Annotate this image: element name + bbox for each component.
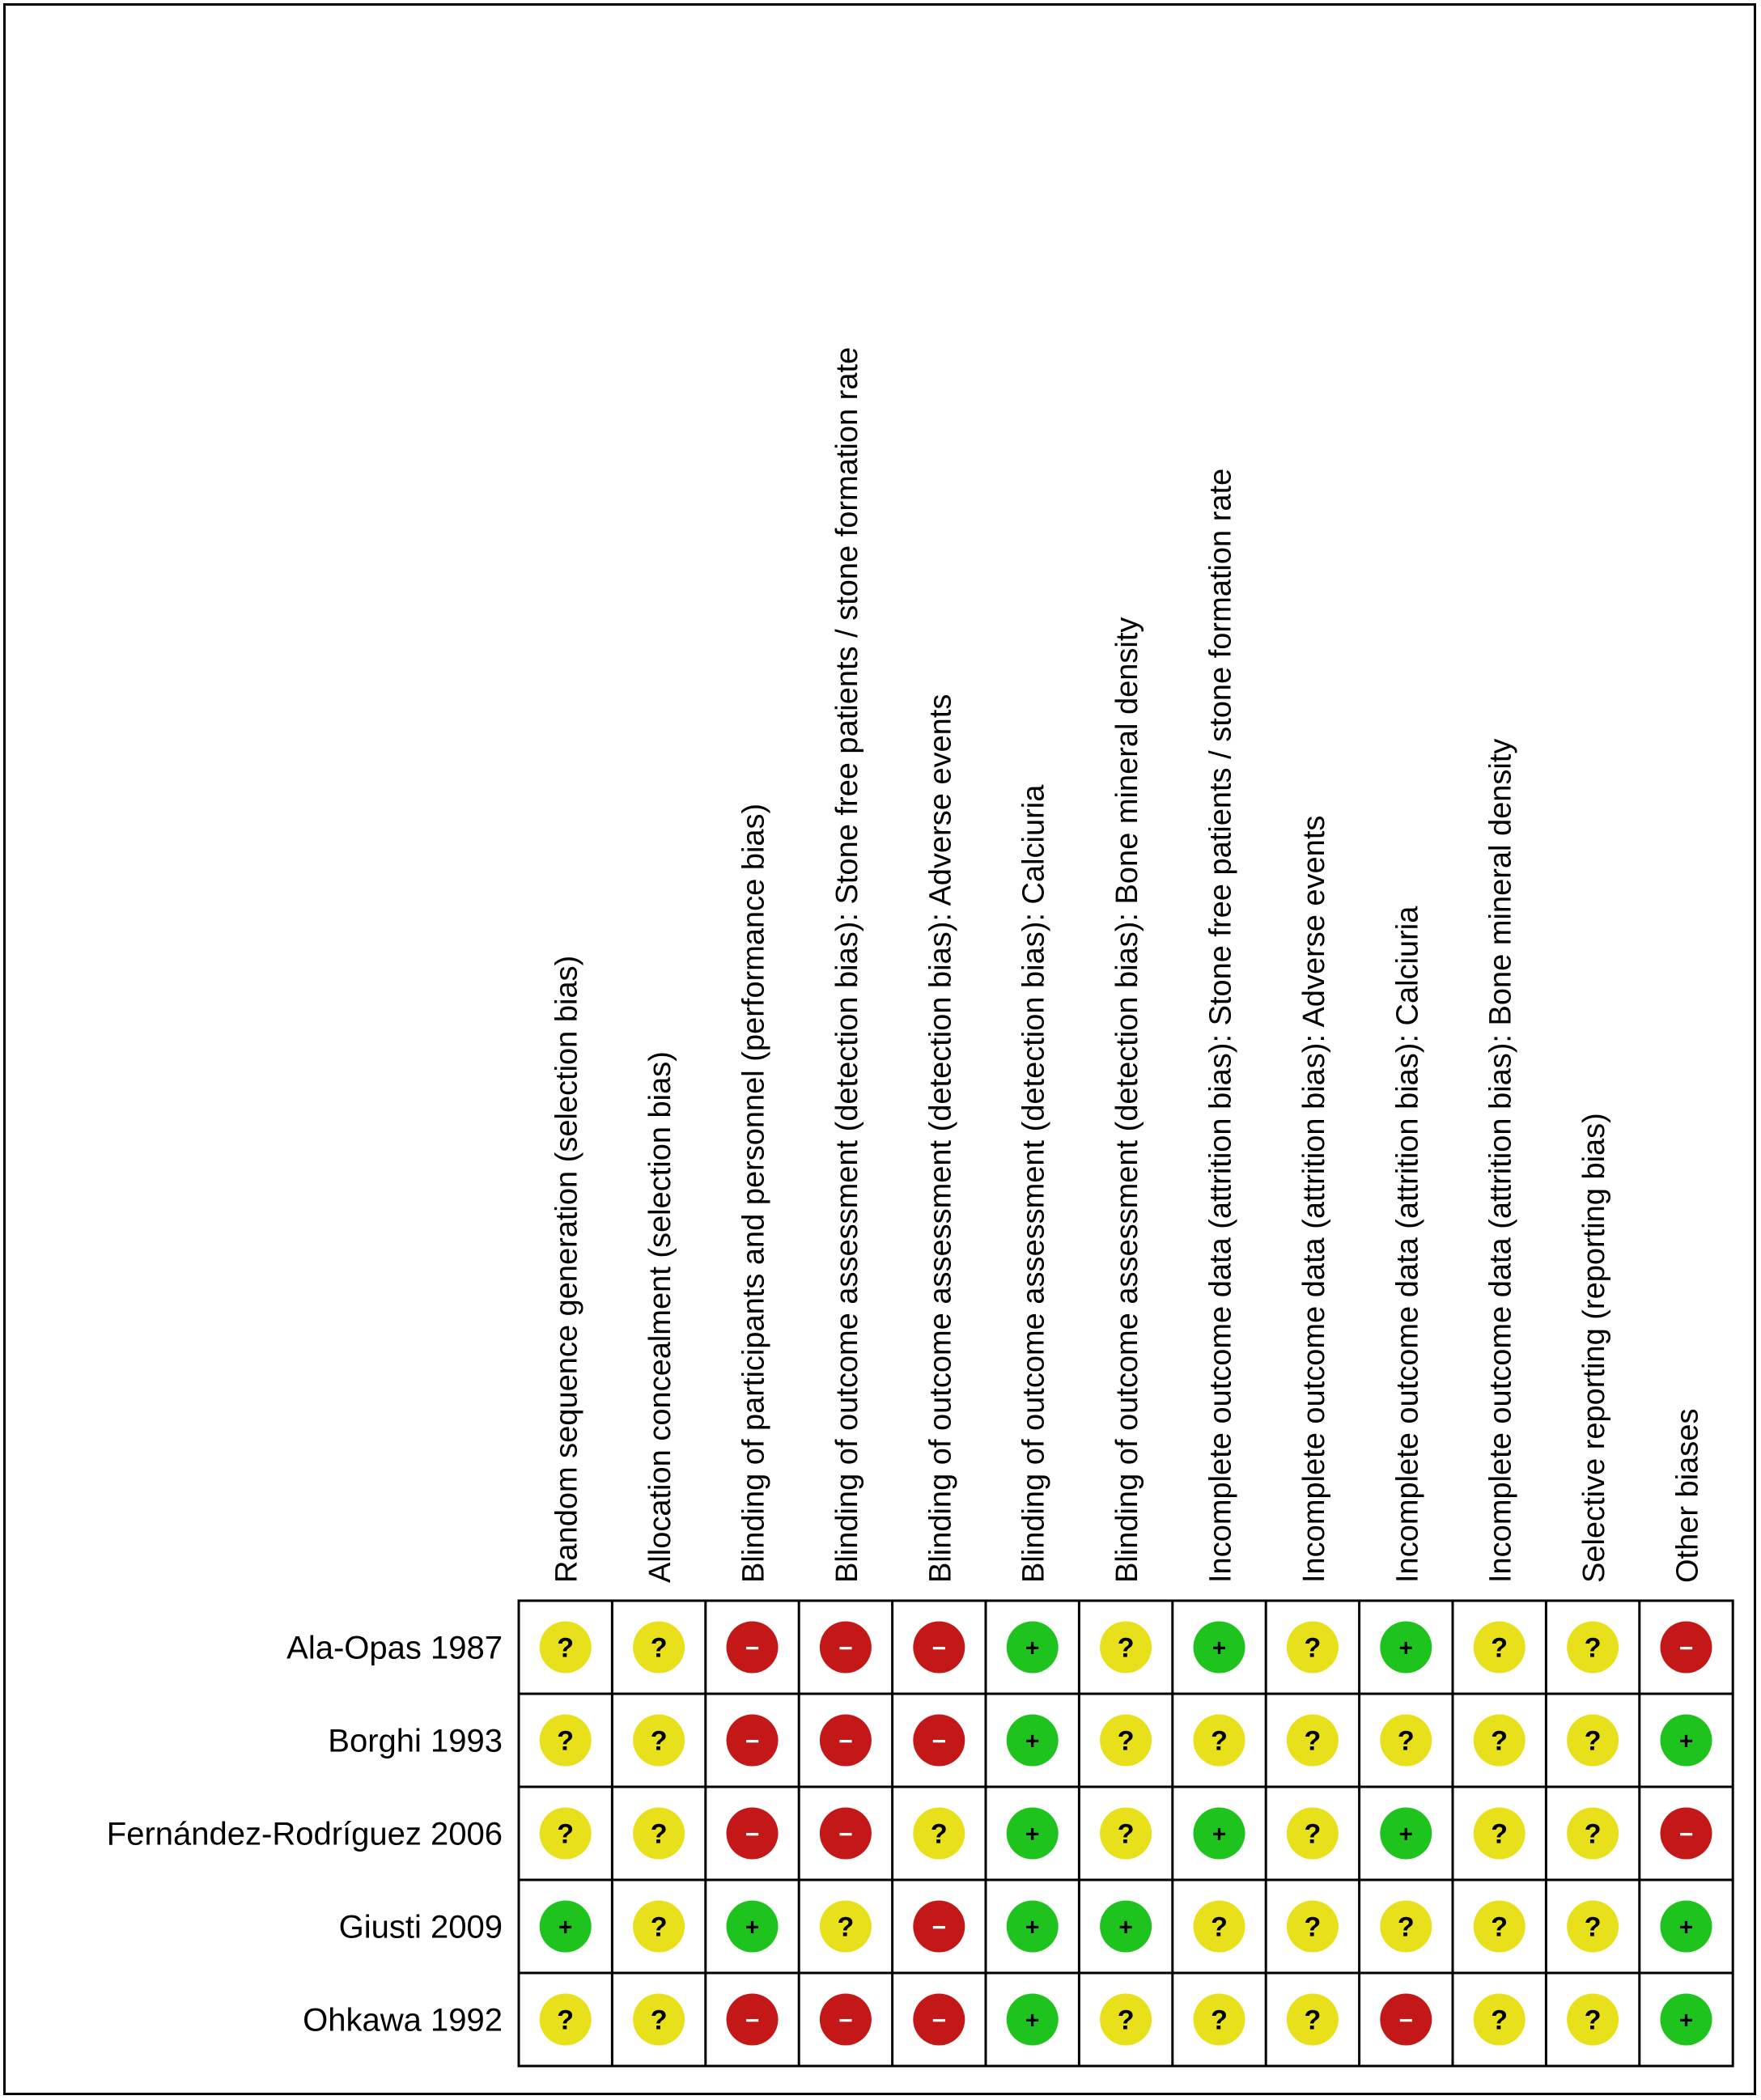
unclear-risk-dot <box>1287 1808 1339 1860</box>
unclear-risk-dot <box>1567 1622 1619 1674</box>
high-risk-symbol: − <box>1678 1635 1694 1662</box>
unclear-risk-symbol: ? <box>837 1911 855 1943</box>
high-risk-dot <box>1380 1994 1432 2046</box>
unclear-risk-dot <box>1287 1622 1339 1674</box>
low-risk-symbol: + <box>1678 2007 1694 2034</box>
low-risk-dot <box>1007 1901 1059 1953</box>
unclear-risk-symbol: ? <box>1491 1725 1509 1757</box>
domain-header-2: Allocation concealment (selection bias) <box>643 1051 678 1583</box>
high-risk-symbol: − <box>838 1821 853 1848</box>
unclear-risk-symbol: ? <box>1584 1911 1602 1943</box>
unclear-risk-dot <box>1194 1994 1245 2046</box>
high-risk-symbol: − <box>745 2007 760 2034</box>
unclear-risk-dot <box>1194 1901 1245 1953</box>
unclear-risk-symbol: ? <box>1397 1725 1415 1757</box>
low-risk-dot <box>1661 1715 1712 1767</box>
high-risk-symbol: − <box>745 1728 760 1755</box>
unclear-risk-symbol: ? <box>1491 1818 1509 1850</box>
unclear-risk-symbol: ? <box>1117 2005 1135 2036</box>
unclear-risk-dot <box>1474 1994 1525 2046</box>
domain-header-12: Selective reporting (reporting bias) <box>1577 1113 1612 1583</box>
high-risk-symbol: − <box>931 1914 947 1941</box>
unclear-risk-dot <box>633 1622 685 1674</box>
domain-headers <box>550 347 1705 1583</box>
high-risk-symbol: − <box>931 1635 947 1662</box>
study-label-2: Borghi 1993 <box>328 1723 503 1759</box>
unclear-risk-symbol: ? <box>1211 1911 1228 1943</box>
low-risk-symbol: + <box>1211 1821 1227 1848</box>
low-risk-symbol: + <box>558 1914 573 1941</box>
domain-header-9: Incomplete outcome data (attrition bias): Adverse events <box>1296 815 1331 1583</box>
unclear-risk-dot <box>540 1994 592 2046</box>
low-risk-dot <box>1007 1994 1059 2046</box>
high-risk-symbol: − <box>838 2007 853 2034</box>
study-label-4: Giusti 2009 <box>338 1909 503 1945</box>
unclear-risk-symbol: ? <box>1491 1632 1509 1664</box>
high-risk-dot <box>1661 1622 1712 1674</box>
unclear-risk-dot <box>1100 1715 1152 1767</box>
unclear-risk-symbol: ? <box>1584 2005 1602 2036</box>
low-risk-dot <box>1194 1622 1245 1674</box>
unclear-risk-symbol: ? <box>650 1725 668 1757</box>
unclear-risk-dot <box>1287 1901 1339 1953</box>
unclear-risk-dot <box>1474 1715 1525 1767</box>
high-risk-dot <box>913 1994 965 2046</box>
unclear-risk-dot <box>913 1808 965 1860</box>
unclear-risk-dot <box>1100 1622 1152 1674</box>
unclear-risk-dot <box>540 1715 592 1767</box>
low-risk-dot <box>1661 1994 1712 2046</box>
high-risk-dot <box>820 1994 872 2046</box>
unclear-risk-symbol: ? <box>1584 1725 1602 1757</box>
unclear-risk-symbol: ? <box>557 1632 575 1664</box>
study-label-3: Fernández-Rodríguez 2006 <box>106 1816 503 1852</box>
unclear-risk-symbol: ? <box>557 1725 575 1757</box>
low-risk-symbol: + <box>745 1914 760 1941</box>
high-risk-dot <box>820 1622 872 1674</box>
unclear-risk-symbol: ? <box>1491 2005 1509 2036</box>
unclear-risk-dot <box>1287 1715 1339 1767</box>
low-risk-symbol: + <box>1398 1821 1414 1848</box>
unclear-risk-symbol: ? <box>650 1911 668 1943</box>
high-risk-dot <box>727 1622 779 1674</box>
unclear-risk-symbol: ? <box>650 2005 668 2036</box>
unclear-risk-symbol: ? <box>1491 1911 1509 1943</box>
high-risk-symbol: − <box>931 2007 947 2034</box>
risk-of-bias-summary-chart <box>6 6 1759 2098</box>
unclear-risk-symbol: ? <box>1304 1911 1322 1943</box>
unclear-risk-dot <box>1567 1994 1619 2046</box>
domain-header-6: Blinding of outcome assessment (detection bias): Calciuria <box>1016 784 1051 1583</box>
unclear-risk-symbol: ? <box>1117 1818 1135 1850</box>
low-risk-dot <box>1007 1715 1059 1767</box>
low-risk-symbol: + <box>1398 1635 1414 1662</box>
low-risk-dot <box>1194 1808 1245 1860</box>
high-risk-symbol: − <box>745 1635 760 1662</box>
low-risk-dot <box>540 1901 592 1953</box>
unclear-risk-dot <box>1380 1901 1432 1953</box>
unclear-risk-symbol: ? <box>1304 1632 1322 1664</box>
unclear-risk-symbol: ? <box>1117 1632 1135 1664</box>
unclear-risk-symbol: ? <box>650 1818 668 1850</box>
judgement-dots <box>540 1622 1712 2046</box>
high-risk-symbol: − <box>838 1728 853 1755</box>
study-labels <box>107 1631 503 2038</box>
unclear-risk-symbol: ? <box>1117 1725 1135 1757</box>
low-risk-dot <box>1007 1622 1059 1674</box>
study-label-1: Ala-Opas 1987 <box>286 1630 503 1666</box>
unclear-risk-dot <box>1567 1715 1619 1767</box>
unclear-risk-dot <box>1380 1715 1432 1767</box>
high-risk-dot <box>820 1715 872 1767</box>
unclear-risk-dot <box>540 1808 592 1860</box>
unclear-risk-symbol: ? <box>1304 1725 1322 1757</box>
low-risk-dot <box>1380 1808 1432 1860</box>
unclear-risk-symbol: ? <box>1211 1725 1228 1757</box>
unclear-risk-symbol: ? <box>557 1818 575 1850</box>
high-risk-dot <box>820 1808 872 1860</box>
high-risk-dot <box>913 1715 965 1767</box>
low-risk-dot <box>1100 1901 1152 1953</box>
low-risk-dot <box>727 1901 779 1953</box>
unclear-risk-symbol: ? <box>557 2005 575 2036</box>
unclear-risk-dot <box>540 1622 592 1674</box>
domain-header-7: Blinding of outcome assessment (detection bias): Bone mineral density <box>1110 617 1145 1583</box>
domain-header-5: Blinding of outcome assessment (detection bias): Adverse events <box>923 694 958 1583</box>
low-risk-dot <box>1380 1622 1432 1674</box>
domain-header-8: Incomplete outcome data (attrition bias): Stone free patients / stone formation rate <box>1203 468 1238 1583</box>
domain-header-11: Incomplete outcome data (attrition bias): Bone mineral density <box>1483 738 1518 1583</box>
high-risk-dot <box>727 1715 779 1767</box>
high-risk-dot <box>913 1901 965 1953</box>
unclear-risk-symbol: ? <box>1584 1632 1602 1664</box>
unclear-risk-dot <box>1287 1994 1339 2046</box>
high-risk-symbol: − <box>1678 1821 1694 1848</box>
low-risk-symbol: + <box>1678 1914 1694 1941</box>
low-risk-symbol: + <box>1025 1821 1040 1848</box>
low-risk-dot <box>1661 1901 1712 1953</box>
unclear-risk-dot <box>1474 1622 1525 1674</box>
unclear-risk-symbol: ? <box>1304 1818 1322 1850</box>
unclear-risk-dot <box>1474 1901 1525 1953</box>
high-risk-symbol: − <box>1398 2007 1414 2034</box>
unclear-risk-dot <box>1194 1715 1245 1767</box>
low-risk-symbol: + <box>1678 1728 1694 1755</box>
unclear-risk-symbol: ? <box>1211 2005 1228 2036</box>
high-risk-symbol: − <box>931 1728 947 1755</box>
high-risk-dot <box>1661 1808 1712 1860</box>
unclear-risk-dot <box>633 1901 685 1953</box>
domain-header-1: Random sequence generation (selection bias) <box>550 955 584 1583</box>
high-risk-symbol: − <box>745 1821 760 1848</box>
unclear-risk-dot <box>1474 1808 1525 1860</box>
low-risk-symbol: + <box>1025 2007 1040 2034</box>
domain-header-13: Other biases <box>1670 1408 1705 1583</box>
unclear-risk-symbol: ? <box>930 1818 948 1850</box>
unclear-risk-symbol: ? <box>1584 1818 1602 1850</box>
low-risk-symbol: + <box>1118 1914 1133 1941</box>
low-risk-dot <box>1007 1808 1059 1860</box>
unclear-risk-dot <box>820 1901 872 1953</box>
unclear-risk-dot <box>1100 1808 1152 1860</box>
unclear-risk-symbol: ? <box>650 1632 668 1664</box>
risk-of-bias-figure <box>3 3 1756 2095</box>
unclear-risk-dot <box>1100 1994 1152 2046</box>
low-risk-symbol: + <box>1025 1728 1040 1755</box>
unclear-risk-dot <box>1567 1901 1619 1953</box>
unclear-risk-symbol: ? <box>1397 1911 1415 1943</box>
high-risk-dot <box>913 1622 965 1674</box>
high-risk-dot <box>727 1808 779 1860</box>
unclear-risk-dot <box>633 1715 685 1767</box>
domain-header-10: Incomplete outcome data (attrition bias): Calciuria <box>1390 906 1425 1583</box>
high-risk-symbol: − <box>838 1635 853 1662</box>
low-risk-symbol: + <box>1025 1914 1040 1941</box>
unclear-risk-dot <box>633 1808 685 1860</box>
unclear-risk-dot <box>633 1994 685 2046</box>
unclear-risk-dot <box>1567 1808 1619 1860</box>
unclear-risk-symbol: ? <box>1304 2005 1322 2036</box>
study-label-5: Ohkawa 1992 <box>303 2002 503 2038</box>
low-risk-symbol: + <box>1025 1635 1040 1662</box>
domain-header-3: Blinding of participants and personnel (performance bias) <box>736 803 771 1583</box>
high-risk-dot <box>727 1994 779 2046</box>
low-risk-symbol: + <box>1211 1635 1227 1662</box>
domain-header-4: Blinding of outcome assessment (detection bias): Stone free patients / stone formation rate <box>830 346 864 1583</box>
